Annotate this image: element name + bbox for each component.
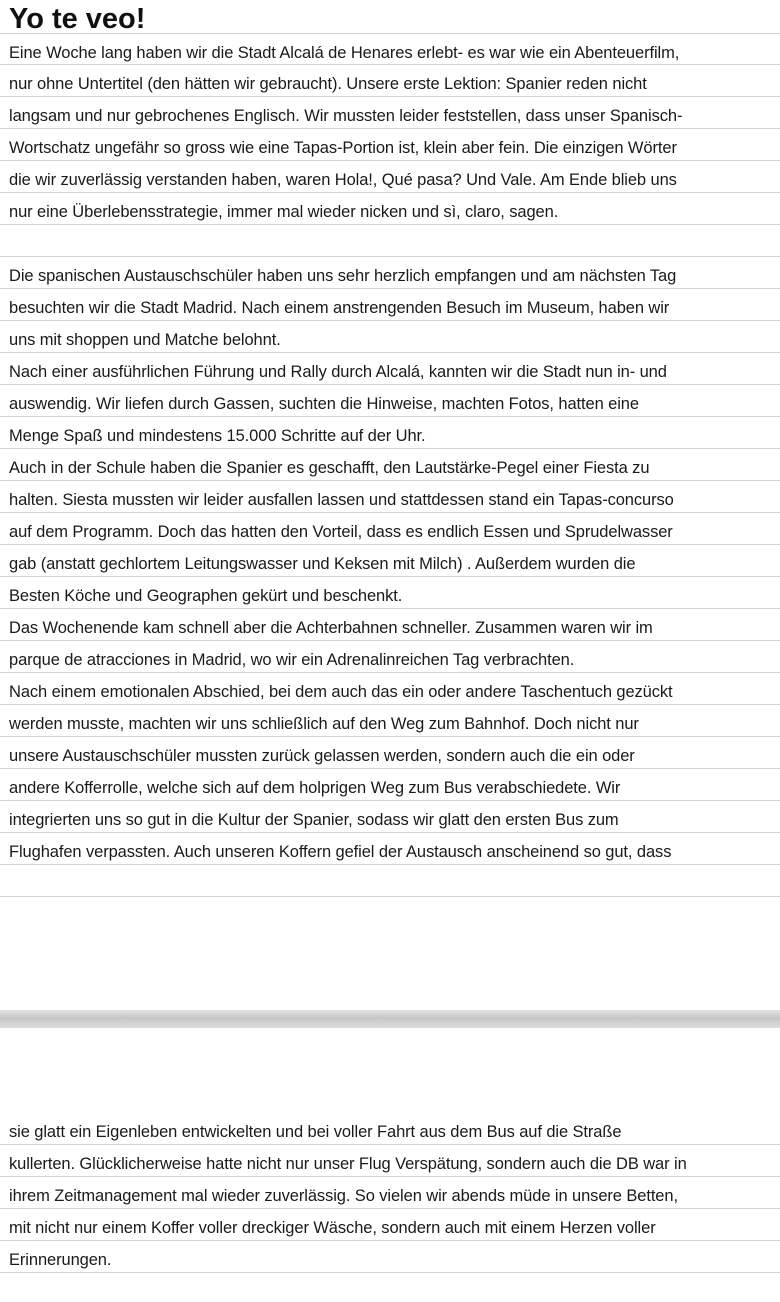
- text-line: [0, 225, 780, 257]
- text-line: Flughafen verpassten. Auch unseren Koffern gefiel der Austausch anscheinend so gut, dass: [0, 833, 780, 865]
- text-line: Auch in der Schule haben die Spanier es geschafft, den Lautstärke-Pegel einer Fiesta zu: [0, 449, 780, 481]
- text-line: sie glatt ein Eigenleben entwickelten und bei voller Fahrt aus dem Bus auf die Straße: [0, 1113, 780, 1145]
- text-line: andere Kofferrolle, welche sich auf dem holprigen Weg zum Bus verabschiedete. Wir: [0, 769, 780, 801]
- page-title: Yo te veo!: [9, 3, 146, 35]
- text-line: Nach einem emotionalen Abschied, bei dem auch das ein oder andere Taschentuch gezückt: [0, 673, 780, 705]
- text-line: werden musste, machten wir uns schließlich auf den Weg zum Bahnhof. Doch nicht nur: [0, 705, 780, 737]
- text-line: integrierten uns so gut in die Kultur der Spanier, sodass wir glatt den ersten Bus zum: [0, 801, 780, 833]
- text-line: Wortschatz ungefähr so gross wie eine Tapas-Portion ist, klein aber fein. Die einzigen Wörter: [0, 129, 780, 161]
- text-line: Menge Spaß und mindestens 15.000 Schritte auf der Uhr.: [0, 417, 780, 449]
- text-line: auswendig. Wir liefen durch Gassen, suchten die Hinweise, machten Fotos, hatten eine: [0, 385, 780, 417]
- empty-line: [0, 865, 780, 897]
- text-line: die wir zuverlässig verstanden haben, waren Hola!, Qué pasa? Und Vale. Am Ende blieb uns: [0, 161, 780, 193]
- text-line: besuchten wir die Stadt Madrid. Nach einem anstrengenden Besuch im Museum, haben wir: [0, 289, 780, 321]
- document-page-2: [0, 1028, 780, 1302]
- text-line: langsam und nur gebrochenes Englisch. Wir mussten leider feststellen, dass unser Spanisch-: [0, 97, 780, 129]
- text-line: unsere Austauschschüler mussten zurück gelassen werden, sondern auch die ein oder: [0, 737, 780, 769]
- text-line: Die spanischen Austauschschüler haben uns sehr herzlich empfangen und am nächsten Tag: [0, 257, 780, 289]
- text-line: parque de atracciones in Madrid, wo wir ein Adrenalinreichen Tag verbrachten.: [0, 641, 780, 673]
- text-line: kullerten. Glücklicherweise hatte nicht nur unser Flug Verspätung, sondern auch die DB war in: [0, 1145, 780, 1177]
- text-line: auf dem Programm. Doch das hatten den Vorteil, dass es endlich Essen und Sprudelwasser: [0, 513, 780, 545]
- text-line: gab (anstatt gechlortem Leitungswasser und Keksen mit Milch) . Außerdem wurden die: [0, 545, 780, 577]
- page-separator: [0, 1010, 780, 1028]
- text-line: ihrem Zeitmanagement mal wieder zuverlässig. So vielen wir abends müde in unsere Betten,: [0, 1177, 780, 1209]
- text-line: Besten Köche und Geographen gekürt und beschenkt.: [0, 577, 780, 609]
- text-body-page-1: [0, 33, 780, 897]
- text-line: Erinnerungen.: [0, 1241, 780, 1273]
- text-line: nur eine Überlebensstrategie, immer mal wieder nicken und sì, claro, sagen.: [0, 193, 780, 225]
- text-line: Nach einer ausführlichen Führung und Rally durch Alcalá, kannten wir die Stadt nun in- und: [0, 353, 780, 385]
- text-line: Eine Woche lang haben wir die Stadt Alcalá de Henares erlebt- es war wie ein Abenteuerfilm,: [0, 33, 780, 65]
- text-body-page-2: [0, 1113, 780, 1273]
- text-line: halten. Siesta mussten wir leider ausfallen lassen und stattdessen stand ein Tapas-concurso: [0, 481, 780, 513]
- text-line: uns mit shoppen und Matche belohnt.: [0, 321, 780, 353]
- text-line: mit nicht nur einem Koffer voller dreckiger Wäsche, sondern auch mit einem Herzen voller: [0, 1209, 780, 1241]
- text-line: Das Wochenende kam schnell aber die Achterbahnen schneller. Zusammen waren wir im: [0, 609, 780, 641]
- text-line: nur ohne Untertitel (den hätten wir gebraucht). Unsere erste Lektion: Spanier reden nicht: [0, 65, 780, 97]
